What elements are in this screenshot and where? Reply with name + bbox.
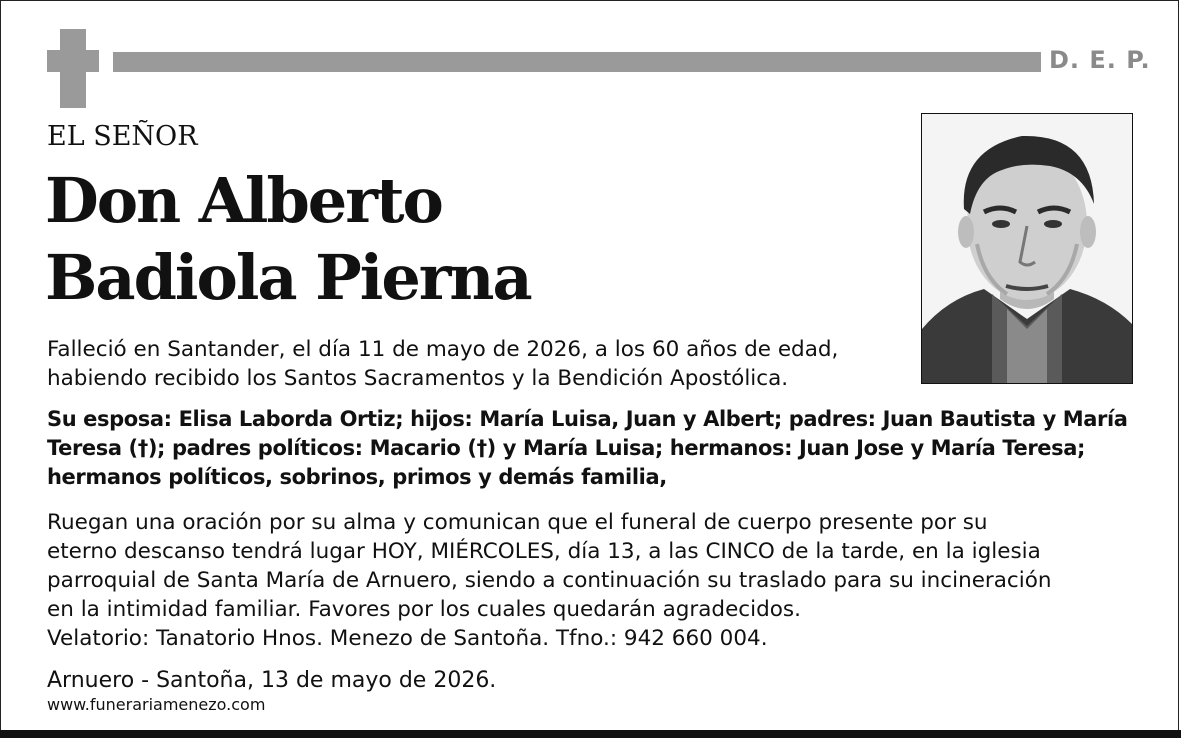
deceased-name-line-1: Don Alberto [45,164,442,237]
family-line: Su esposa: Elisa Laborda Ortiz; hijos: María Luisa, Juan y Albert; padres: Juan Bautista y María [47,407,1128,431]
bottom-rule [0,730,1181,738]
funeral-line: en la intimidad familiar. Favores por los cuales quedarán agradecidos. [47,597,801,622]
funeral-line: eterno descanso tendrá lugar HOY, MIÉRCOLES, día 13, a las CINCO de la tarde, en la iglesia [47,539,1041,564]
website-link[interactable]: www.funerariamenezo.com [47,695,266,714]
family-paragraph [47,405,1128,492]
funeral-line: parroquial de Santa María de Arnuero, siendo a continuación su traslado para su incineración [47,568,1052,593]
wake-line: Velatorio: Tanatorio Hnos. Menezo de Santoña. Tfno.: 942 660 004. [47,626,768,651]
dep-label: D. E. P. [1049,46,1151,74]
place-date: Arnuero - Santoña, 13 de mayo de 2026. [47,668,497,693]
honorific: EL SEÑOR [47,121,198,152]
death-line: Falleció en Santander, el día 11 de mayo de 2026, a los 60 años de edad, [47,337,839,362]
family-line: hermanos políticos, sobrinos, primos y demás familia, [47,465,667,489]
deceased-photo [921,113,1133,384]
death-paragraph [47,335,838,393]
funeral-paragraph [47,508,1052,653]
family-line: Teresa (†); padres políticos: Macario (†) y María Luisa; hermanos: Juan Jose y María Teresa; [47,436,1086,460]
header-rule [113,52,1041,72]
deceased-name-line-2: Badiola Pierna [45,241,531,314]
death-line: habiendo recibido los Santos Sacramentos y la Bendición Apostólica. [47,366,789,391]
funeral-line: Ruegan una oración por su alma y comunican que el funeral de cuerpo presente por su [47,510,988,535]
